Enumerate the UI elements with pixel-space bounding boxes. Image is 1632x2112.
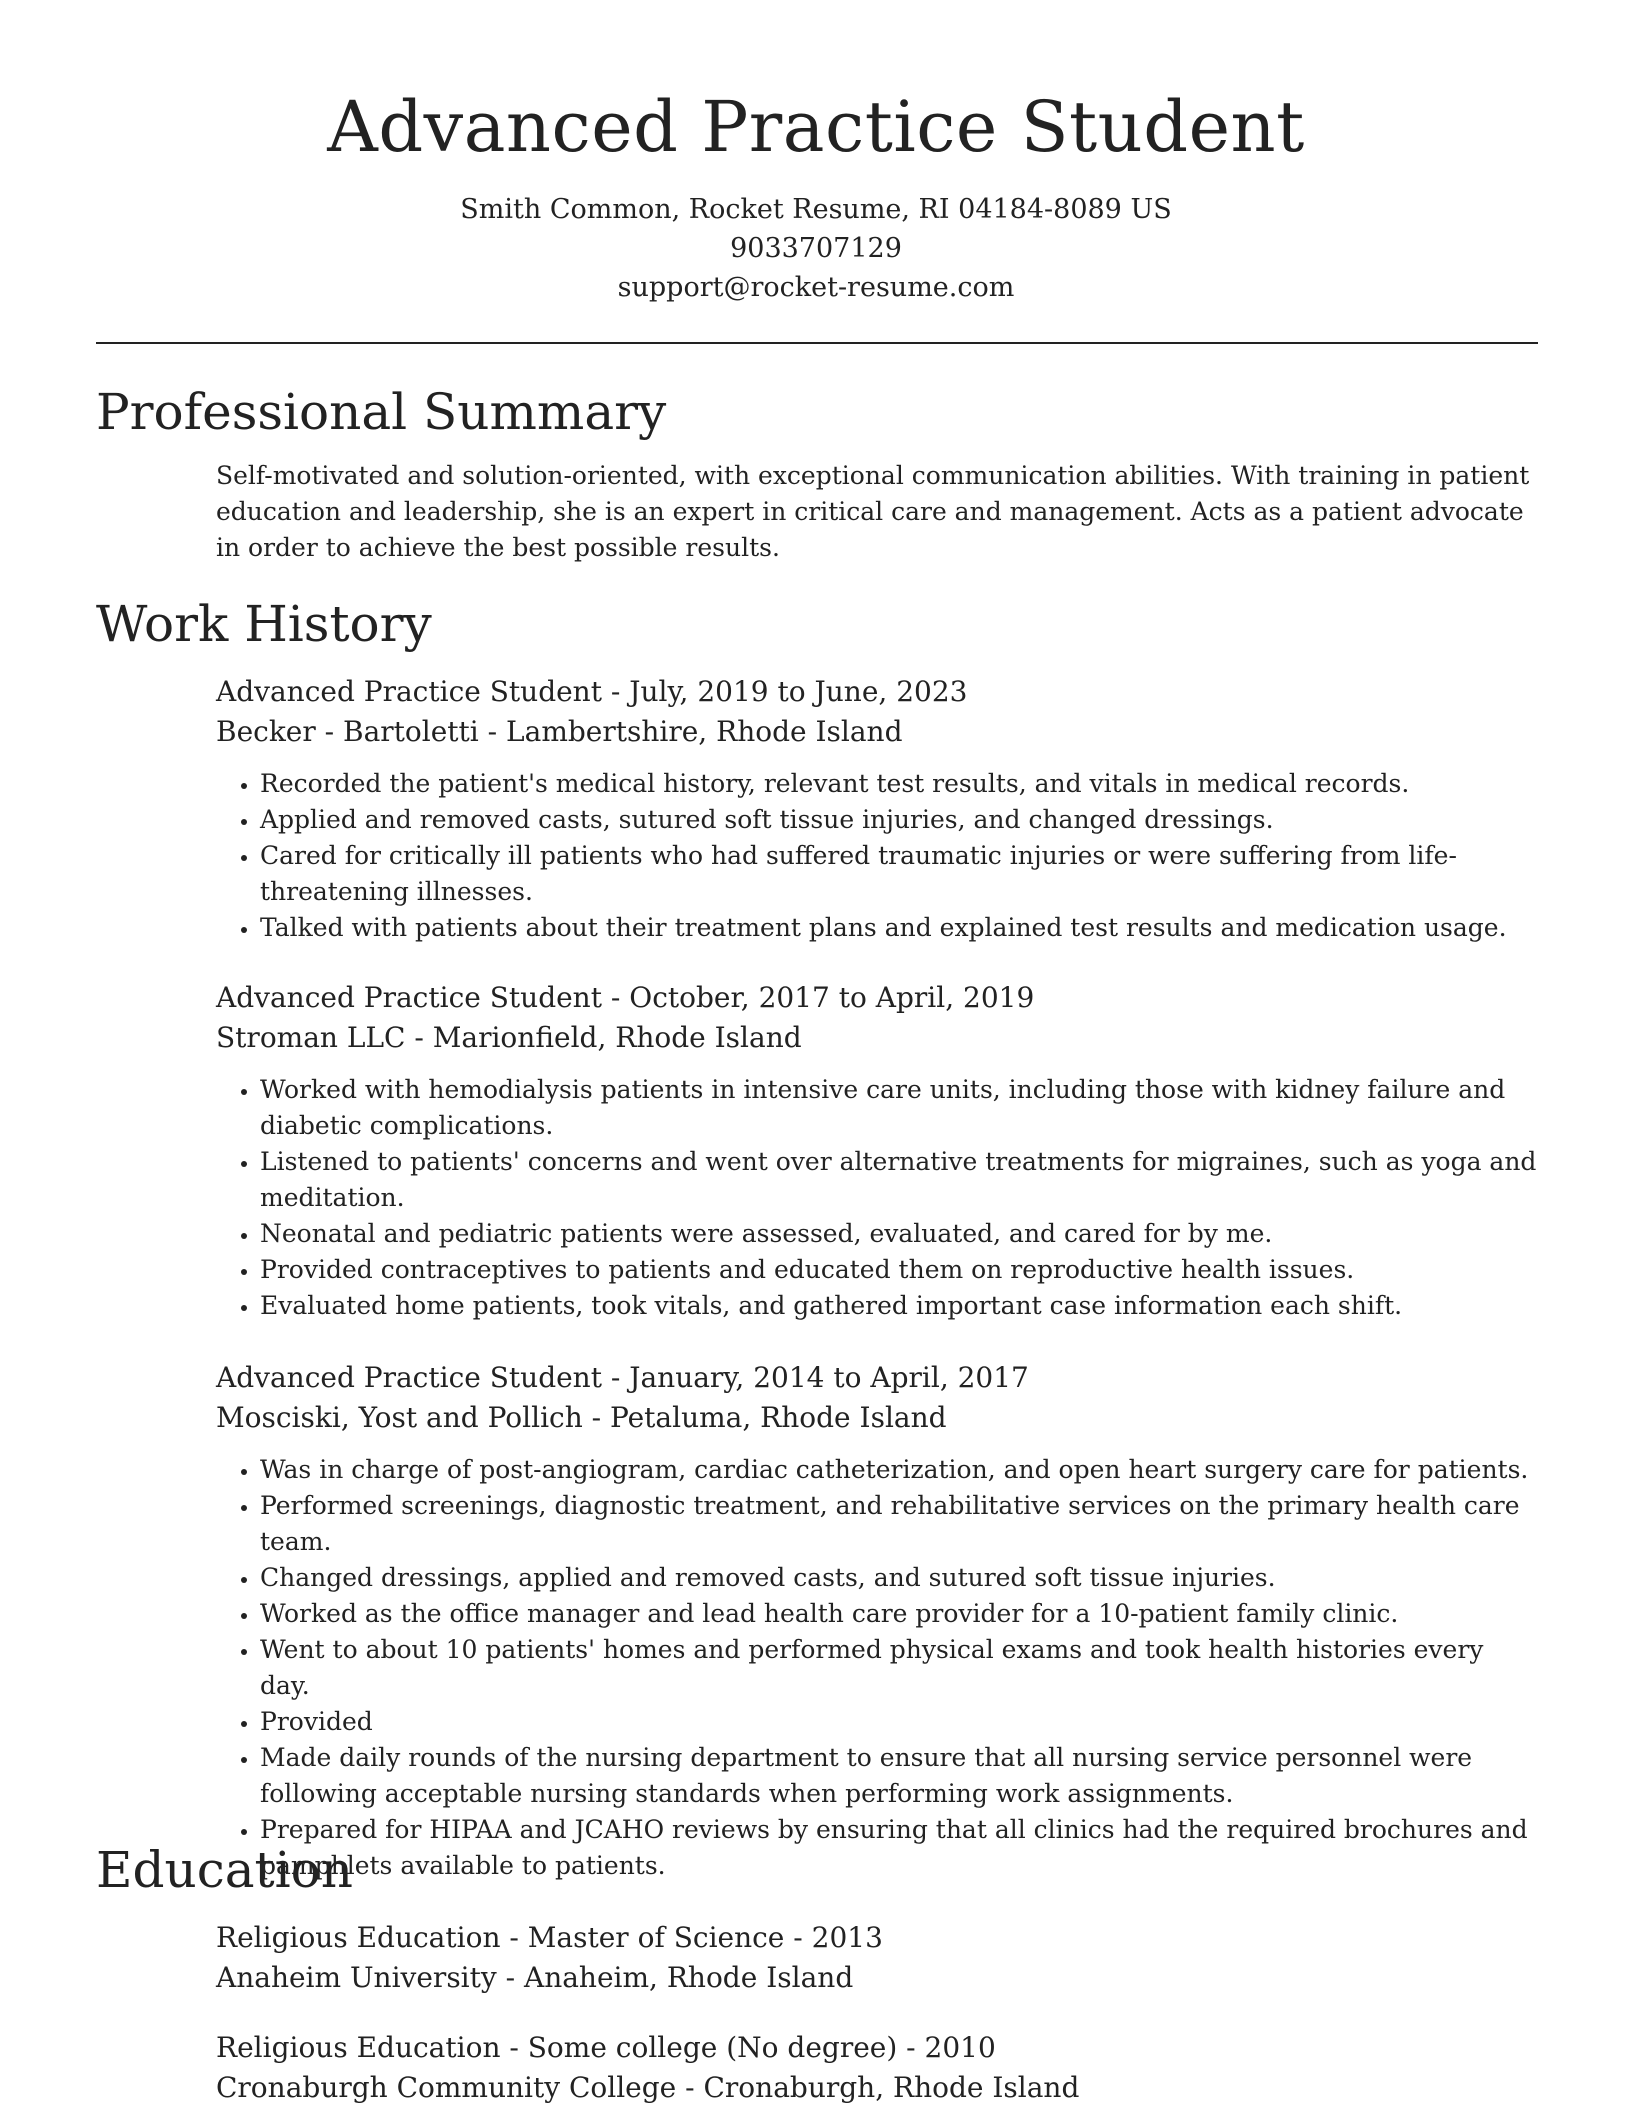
list-item: • Provided: [260, 1704, 1538, 1740]
education-degree-line: [216, 1918, 1538, 1958]
list-item: • Changed dressings, applied and removed casts, and sutured soft tissue injuries.: [260, 1560, 1538, 1596]
candidate-name: Advanced Practice Student: [327, 86, 1305, 168]
job-dates: - January, 2014 to April, 2017: [601, 1361, 1029, 1394]
list-item: • Listened to patients' concerns and went over alternative treatments for migraines, such as yoga and meditation.: [260, 1144, 1538, 1216]
education-degree-line: [216, 2028, 1538, 2068]
job-company: Mosciski, Yost and Pollich: [216, 1401, 583, 1434]
list-item: • Prepared for HIPAA and JCAHO reviews by ensuring that all clinics had the required brochures and pamphlets available to patients.: [260, 1812, 1538, 1884]
education-school-line: [216, 2068, 1538, 2108]
education-school-line: [216, 1958, 1538, 1998]
job-role: Advanced Practice Student: [216, 675, 602, 708]
education-heading: Education: [96, 1841, 353, 1899]
job-location: - Lambertshire, Rhode Island: [478, 715, 903, 748]
list-item: • Evaluated home patients, took vitals, and gathered important case information each shift.: [260, 1288, 1538, 1324]
education-field: Religious Education: [216, 2031, 501, 2064]
contact-info: [0, 190, 1632, 307]
job-entry-1: [216, 672, 1538, 946]
job-title-line: [216, 978, 1538, 1018]
list-item: • Neonatal and pediatric patients were assessed, evaluated, and cared for by me.: [260, 1216, 1538, 1252]
job-entry-2: [216, 978, 1538, 1324]
list-item: • Provided contraceptives to patients and educated them on reproductive health issues.: [260, 1252, 1538, 1288]
job-dates: - October, 2017 to April, 2019: [601, 981, 1035, 1014]
education-location: - Anaheim, Rhode Island: [496, 1961, 854, 1994]
education-school: Anaheim University: [216, 1961, 497, 1994]
list-item: • Worked as the office manager and lead health care provider for a 10-patient family clinic.: [260, 1596, 1538, 1632]
job-role: Advanced Practice Student: [216, 1361, 602, 1394]
education-field: Religious Education: [216, 1921, 501, 1954]
contact-email: support@rocket-resume.com: [617, 272, 1015, 303]
education-detail: - Master of Science - 2013: [500, 1921, 883, 1954]
work-history-heading: Work History: [96, 595, 432, 653]
list-item: • Performed screenings, diagnostic treatment, and rehabilitative services on the primary health care team.: [260, 1488, 1538, 1560]
education-detail: - Some college (No degree) - 2010: [500, 2031, 996, 2064]
list-item: • Went to about 10 patients' homes and performed physical exams and took health histories every day.: [260, 1632, 1538, 1704]
job-title-line: [216, 1358, 1538, 1398]
summary-heading: Professional Summary: [96, 383, 667, 441]
job-company-line: [216, 1018, 1538, 1058]
job-company: Stroman LLC: [216, 1021, 406, 1054]
education-entry-1: [216, 1918, 1538, 1998]
education-location: - Cronaburgh, Rhode Island: [676, 2071, 1080, 2104]
education-entry-2: [216, 2028, 1538, 2108]
list-item: • Recorded the patient's medical history, relevant test results, and vitals in medical records.: [260, 766, 1538, 802]
list-item: • Made daily rounds of the nursing department to ensure that all nursing service personnel were following acceptable nursing standards when performing work assignments.: [260, 1740, 1538, 1812]
list-item: • Worked with hemodialysis patients in intensive care units, including those with kidney failure and diabetic complications.: [260, 1072, 1538, 1144]
job-bullets: [216, 1452, 1538, 1884]
education-school: Cronaburgh Community College: [216, 2071, 677, 2104]
list-item: • Was in charge of post-angiogram, cardiac catheterization, and open heart surgery care for patients.: [260, 1452, 1538, 1488]
job-location: - Marionfield, Rhode Island: [405, 1021, 802, 1054]
job-entry-3: [216, 1358, 1538, 1884]
list-item: • Cared for critically ill patients who had suffered traumatic injuries or were suffering from life-threatening illnesses.: [260, 838, 1538, 910]
resume-header: [0, 0, 1632, 307]
job-dates: - July, 2019 to June, 2023: [601, 675, 968, 708]
list-item: • Talked with patients about their treatment plans and explained test results and medication usage.: [260, 910, 1538, 946]
list-item: • Applied and removed casts, sutured soft tissue injuries, and changed dressings.: [260, 802, 1538, 838]
job-company-line: [216, 712, 1538, 752]
job-company-line: [216, 1398, 1538, 1438]
job-role: Advanced Practice Student: [216, 981, 602, 1014]
job-bullets: [216, 766, 1538, 946]
job-bullets: [216, 1072, 1538, 1324]
header-divider: [96, 342, 1538, 344]
summary-text: Self-motivated and solution-oriented, with exceptional communication abilities. With training in patient education and leadership, she is an expert in critical care and management. Acts as a patient advocate in order to achieve the best possible results.: [216, 461, 1530, 562]
job-location: - Petaluma, Rhode Island: [582, 1401, 947, 1434]
contact-phone: 9033707129: [730, 233, 902, 264]
job-company: Becker - Bartoletti: [216, 715, 479, 748]
job-title-line: [216, 672, 1538, 712]
contact-address: Smith Common, Rocket Resume, RI 04184-8089 US: [460, 194, 1172, 225]
